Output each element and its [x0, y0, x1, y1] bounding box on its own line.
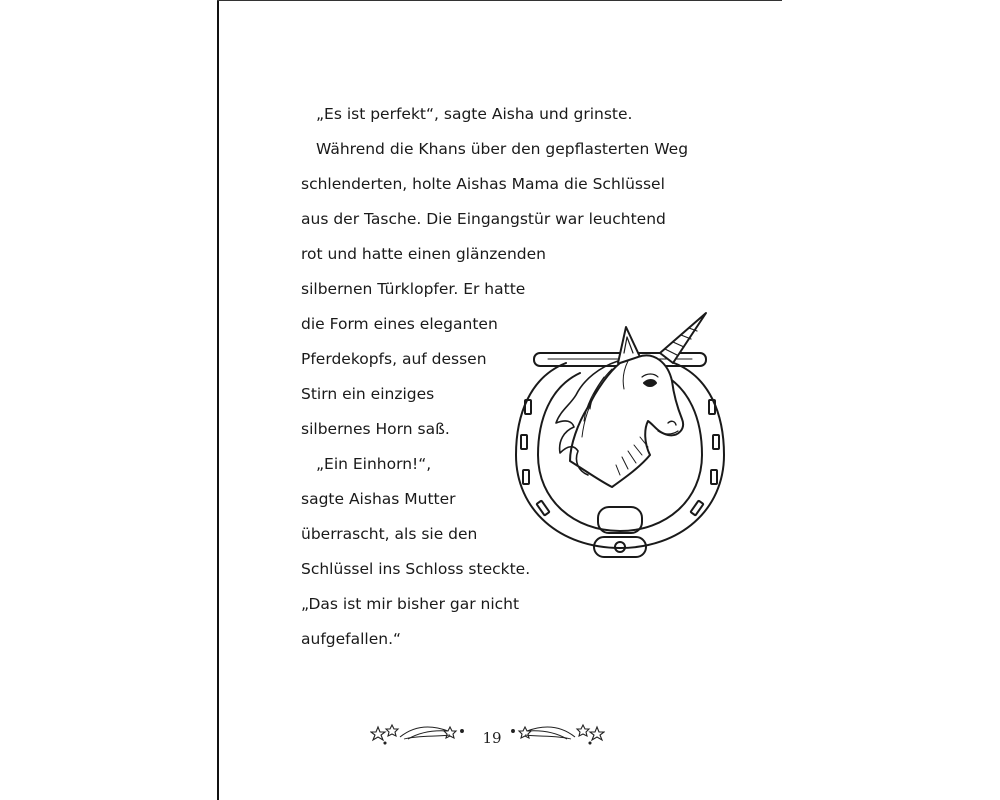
- text-line: sagte Aishas Mutter: [301, 490, 456, 508]
- text-line: überrascht, als sie den: [301, 525, 478, 543]
- text-line: „Es ist perfekt“, sagte Aisha und grinste.: [316, 105, 633, 123]
- text-line: aufgefallen.“: [301, 630, 402, 648]
- left-star-flourish: [370, 717, 470, 747]
- right-star-flourish: [505, 717, 605, 747]
- text-line: aus der Tasche. Die Eingangstür war leuchtend: [301, 210, 666, 228]
- text-line: die Form eines eleganten: [301, 315, 498, 333]
- text-line: silbernes Horn saß.: [301, 420, 450, 438]
- page-top-edge: [217, 0, 782, 1]
- text-line: Pferdekopfs, auf dessen: [301, 350, 487, 368]
- text-line: Schlüssel ins Schloss steckte.: [301, 560, 531, 578]
- unicorn-knocker-illustration: [508, 305, 733, 570]
- text-line: Während die Khans über den gepflasterten Weg: [316, 140, 689, 158]
- page-number: 19: [482, 729, 502, 747]
- text-line: silbernen Türklopfer. Er hatte: [301, 280, 526, 298]
- text-line: „Ein Einhorn!“,: [316, 455, 432, 473]
- page-binding-edge: [217, 0, 219, 800]
- text-line: „Das ist mir bisher gar nicht: [301, 595, 520, 613]
- text-line: schlenderten, holte Aishas Mama die Schlüssel: [301, 175, 665, 193]
- text-line: Stirn ein einziges: [301, 385, 435, 403]
- text-line: rot und hatte einen glänzenden: [301, 245, 546, 263]
